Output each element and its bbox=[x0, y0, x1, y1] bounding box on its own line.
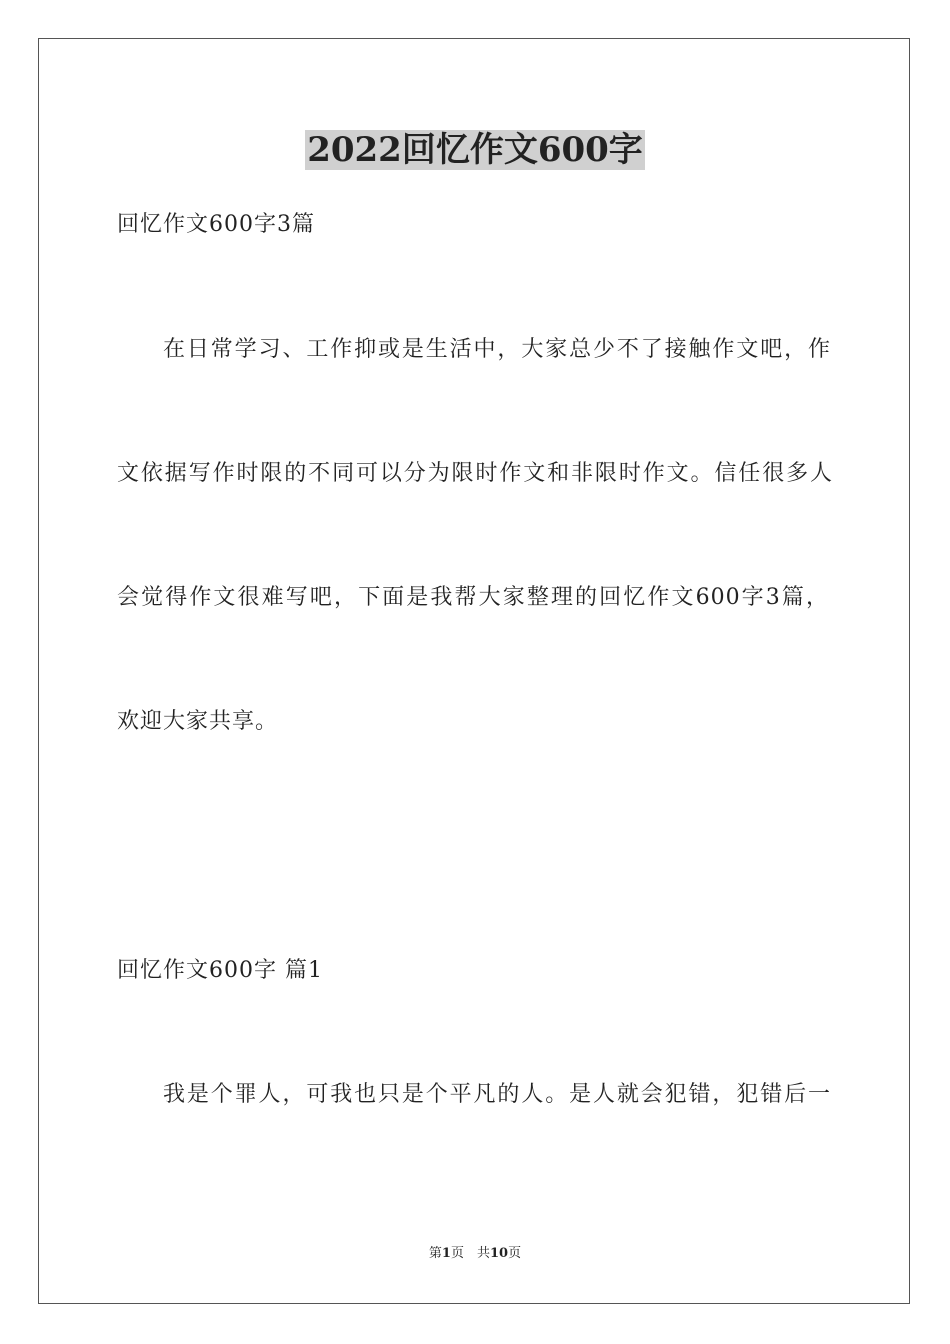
footer-page-mid: 页 共 bbox=[450, 1246, 490, 1261]
document-subtitle: 回忆作文600字3篇 bbox=[117, 212, 315, 237]
intro-line-2: 文依据写作时限的不同可以分为限时作文和非限时作文。信任很多人 bbox=[117, 461, 833, 486]
footer-page-suffix: 页 bbox=[508, 1246, 522, 1261]
footer-page-total: 10 bbox=[489, 1246, 509, 1261]
document-title-text: 2022回忆作文600字 bbox=[307, 130, 643, 170]
footer-page-current: 1 bbox=[441, 1246, 451, 1261]
section-line-1: 我是个罪人，可我也只是个平凡的人。是人就会犯错，犯错后一 bbox=[163, 1082, 831, 1107]
page-footer bbox=[0, 1245, 950, 1263]
intro-line-4: 欢迎大家共享。 bbox=[117, 709, 279, 734]
section-heading: 回忆作文600字 篇1 bbox=[117, 958, 323, 983]
intro-line-3: 会觉得作文很难写吧，下面是我帮大家整理的回忆作文600字3篇， bbox=[117, 585, 829, 610]
intro-line-1: 在日常学习、工作抑或是生活中，大家总少不了接触作文吧，作 bbox=[163, 337, 831, 362]
document-title bbox=[0, 128, 950, 172]
footer-page-prefix: 第 bbox=[428, 1246, 442, 1261]
